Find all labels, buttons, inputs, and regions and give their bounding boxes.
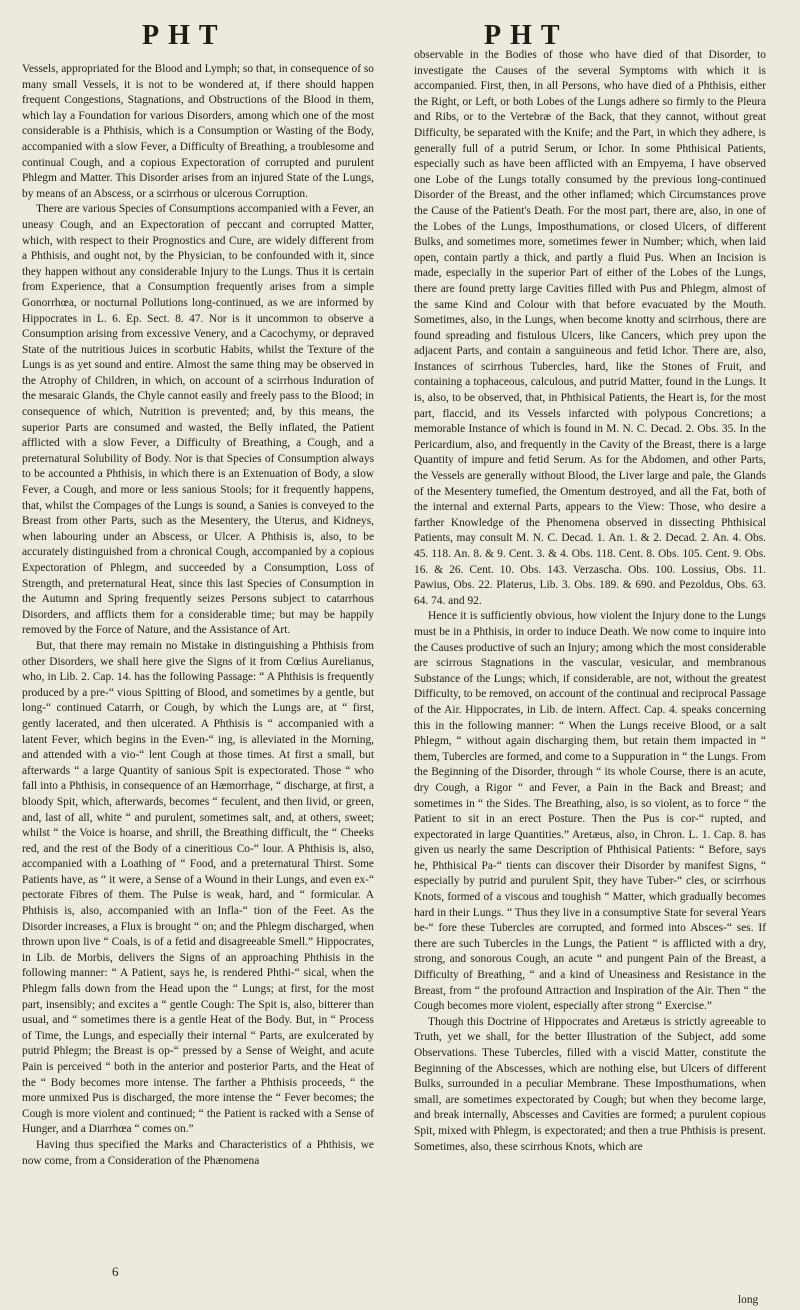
running-head-right: PHT (484, 20, 569, 51)
catchword: long (738, 1294, 759, 1306)
paragraph: Vessels, appropriated for the Blood and Lymph; so that, in consequence of so many small Vessels, it is not to be wondered at, if there should happen frequent Congestions, Stagnations, and Obstructions of the Blood in them, which lay a Foundation for various Disorders, among which one of the most considerable is a Phthisis, which is a Consumption or Wasting of the Body, accompanied with a slow Fever, a Difficulty of Breathing, a troublesome and continual Cough, and a copious Expectoration of corrupted and purulent Phlegm and Matter. This Disorder arises from an injured State of the Lungs, by means of an Abscess, or a scirrhous or ulcerous Corruption. (22, 63, 374, 200)
running-head-left: PHT (142, 20, 227, 51)
page-number: 6 (112, 1264, 119, 1279)
paragraph: Though this Doctrine of Hippocrates and Aretæus is strictly agreeable to Truth, yet we shall, for the better Illustration of the Subject, add some Observations. These Tubercles, filled with a viscid Matter, constitute the Beginning of the Abscesses, which are nothing else, but Ulcers of different Bulks, surrounded in a peculiar Membrane. These Imposthumations, when small, are sometimes expectorated by Cough; but when they become large, and break internally, Abscesses and Cavities are formed; a purulent copious Spit, mixed with Phlegm, is expectorated; and then a true Phthisis is present. Sometimes, also, these scirrhous Knots, which are (414, 1015, 766, 1153)
paragraph: Having thus specified the Marks and Characteristics of a Phthisis, we now come, from a Consideration of the Phænomena (22, 1138, 374, 1167)
right-column (414, 48, 766, 1155)
paragraph: But, that there may remain no Mistake in distinguishing a Phthisis from other Disorders, we shall here give the Signs of it from Cœlius Aurelianus, who, in Lib. 2. Cap. 14. has the following Passage: “ A Phthisis is frequently produced by a pre-“ vious Spitting of Blood, and sometimes by a gentle, but long-“ continued Catarrh, or Cough, by which the Lungs are, at “ first, gently lacerated, and then ulcerated. A Phthisis is “ accompanied with a latent Fever, which begins in the Even-“ ing, is alleviated in the Morning, and attended with a vio-“ lent Cough at those times. At first a small, but afterwards “ a large Quantity of sanious Spit is expectorated. Those “ who fall into a Phthisis, in consequence of an Hæmorrhage, “ discharge, at first, a bloody Spit, which, afterwards, becomes “ feculent, and then livid, or green, and, last of all, white “ and purulent, sometimes salt, and, at others, sweet; whilst “ the Voice is hoarse, and shrill, the Breathing difficult, the “ Cheeks red, and the rest of the Body of a cineritious Co-“ lour. A Phthisis is, also, accompanied with a Loathing of “ Food, and a preternatural Thirst. Some Patients have, as “ it were, a Sense of a Wound in their Lungs, and even ex-“ pectorate Fibres of them. The Pulse is weak, hard, and “ formicular. A Phthisis is, also, accompanied with an Infla-“ tion of the Feet. As the Disorder increases, a Flux is brought “ on; and the Phlegm discharged, when thrown upon live “ Coals, is of a fetid and disagreeable Smell.” Hippocrates, in Lib. de Morbis, delivers the Signs of an approaching Phthisis in the following manner: “ A Patient, says he, is rendered Phthi-“ sical, when the Phlegm falls down from the Head upon the “ Lungs; at first, for the most part, insensibly; and excites a “ gentle Cough: The Spit is, also, bitterer than usual, and “ sometimes there is a gentle Heat of the Body. But, in “ Process of Time, the Lungs, and especially their internal “ Parts, are exulcerated by putrid Phlegm; the Breast is op-“ pressed by a Sense of Weight, and acute Pain is perceived “ both in the anterior and posterior Parts, and the Heat of the “ Body becomes more intense. The farther a Phthisis proceeds, “ the more unmixed Pus is discharged, the more intense the “ Fever becomes; the Cough is more violent and continued; “ the Patient is racked with a Sense of Hunger, and a Diarrhœa “ comes on.” (22, 639, 374, 1136)
paragraph: observable in the Bodies of those who have died of that Disorder, to investigate the Causes of the several Symptoms with which it is accompanied. First, then, in all Persons, who have died of a Phthisis, either the Right, or Left, or both Lobes of the Lungs adhere so firmly to the Pleura and Ribs, or to the Vertebræ of the Back, that they cannot, without great Difficulty, be separated with the Knife; and the Part, in which they adhere, is generally full of a putrid Serum, or Ichor. In some Phthisical Patients, especially such as have been afflicted with an Empyema, I have observed one Lobe of the Lungs totally consumed by the previous long-continued Disorder of the Breast, and the other inflamed; which Circumstances prove the Cause of the Patient's Death. For the most part, there are, also, in one of the Lobes of the Lungs, Imposthumations, or closed Ulcers, of different Bulks, and sometimes more, sometimes fewer in Number; which, when laid open, contain partly a thick, and partly a fluid Pus. When an Incision is made, especially in the superior Part of either of the Lobes of the Lungs, there are found pretty large Cavities filled with Pus and Phlegm, almost of the same Kind and Colour with that before evacuated by the Mouth. Sometimes, also, in the Lungs, when become knotty and scirrhous, there are found spreading and fistulous Ulcers, like Cancers, which prey upon the adjacent Parts, and contain a sanguineous and fetid Ichor. There are, also, Instances of scirrhous Tubercles, hard, like the Stones of Fruit, and containing a tophaceous, calculous, and putrid Matter, found in the Lungs. It is, also, to be observed, that, in Phthisical Patients, the Heart is, for the most part, flaccid, and its Vessels infarcted with polypous Concretions; a memorable Instance of which is found in M. N. C. Decad. 2. Obs. 35. In the Pericardium, also, and frequently in the Cavity of the Breast, there is a large Quantity of impure and fetid Serum. As for the Abdomen, and other Parts, the Vessels are generally without Blood, the Liver large and pale, the Glands of the Mesentery tumefied, the Omentum destroyed, and all the Fat, both of the internal and external Parts, appears to the View: Those, who desire a farther Knowledge of the Phenomena observed in dissecting Phthisical Patients, may consult M. N. C. Decad. 1. An. 1. & 2. Decad. 2. An. 4. Obs. 45. 118. An. 8. & 9. Cent. 3. & 4. Obs. 118. Cent. 8. Obs. 105. Cent. 9. Obs. 16. & 26. Cent. 10. Obs. 143. Verzascha. Obs. 100. Lossius, Obs. 11. Pawius, Obs. 22. Platerus, Lib. 3. Obs. 189. & 690. and Pezoldus, Obs. 63. 64. 74. and 92. (414, 49, 766, 607)
paragraph: Hence it is sufficiently obvious, how violent the Injury done to the Lungs must be in a Phthisis, in order to induce Death. We now come to inquire into the Causes productive of such an Injury; among which the most considerable are scirrous Stagnations in the vascular, vesicular, and membranous Substance of the Lungs; which, if considerable, are not, without the greatest Difficulty, to be removed, on account of the continual and reciprocal Passage of the Air. Hippocrates, in Lib. de intern. Affect. Cap. 4. speaks concerning this in the following manner: “ When the Lungs receive Blood, or a salt Phlegm, “ without again discharging them, but retain them impacted in “ them, Tubercles are formed, and come to a Suppuration in “ the Lungs. From the Beginning of the Disorder, through “ its whole Course, there is an acute, dry Cough, a Rigor “ and Fever, a Pain in the Back and Breast; and sometimes in “ the Sides. The Breathing, also, is so violent, as to force “ the Patient to sit in an erect Posture. Then the Pus is cor-“ rupted, and expectorated in large Quantities.” Aretæus, also, in Chron. L. 1. Cap. 8. has given us nearly the same Description of Phthisical Patients: “ Before, says he, Phthisical Pa-“ tients can discover their Disorder by manifest Signs, “ especially by putrid and purulent Spit, they have Tuber-“ cles, or scirrhous Knots, formed of a viscous and toughish “ Matter, which gradually becomes hard in their Lungs. “ Thus they live in a consumptive State for several Years be-“ fore these Tubercles are corrupted, and formed into Absces-“ ses. If there are such Tubercles in the Lungs, the Patient “ is afflicted with a dry, strong, and sonorous Cough, an acute “ and pungent Pain of the Breast, a Difficulty of Breathing, “ and a kind of Uneasiness and Resistance in the Breast, from “ the profound Attraction and Inspiration of the Air. Then “ the Cough becomes more violent, especially after strong “ Exercise.” (414, 610, 766, 1013)
left-column (22, 62, 374, 1169)
paragraph: There are various Species of Consumptions accompanied with a Fever, an uneasy Cough, and an Expectoration of peccant and corrupted Matter, which, with respect to their Prognostics and Cure, are widely different from a Phthisis, and ought not, by the Physician, to be confounded with it, since they happen without any considerable Injury to the Lungs. Thus it is certain from Experience, that a Consumption frequently arises from a simple Gonorrhœa, or nocturnal Pollutions long-continued, as we are informed by Hippocrates in L. 6. Ep. Sect. 8. 47. Nor is it uncommon to observe a Consumption arising from excessive Venery, and a Cacochymy, or depraved State of the nutritious Juices in scorbutic Habits, whilst the Texture of the Lungs is as yet sound and entire. Almost the same thing may be observed in the Atrophy of Children, in which, on account of a scirrhous Induration of the mesaraic Glands, the Chyle cannot easily and freely pass to the Blood; in consequence of which, Nutrition is prevented; and, by this means, the superior Parts are consumed and wasted, the Belly inflated, the Patient afflicted with a slow Fever, a Difficulty of Breathing, a Cough, and a preternatural Solubility of Body. Nor is that Species of Consumption always to be accounted a Phthisis, in which there is an Extenuation of Body, a slow Fever, a Cough, and more or less sanious Stools; for it frequently happens, that, whilst the Compages of the Lungs is sound, a Sanies is conveyed to the Breast from other Parts, such as the Mesentery, the Uterus, and Kidneys, when labouring under an Abscess, or Ulcer. A Phthisis is, also, to be accurately distinguished from a chronical Cough, accompanied by a copious Expectoration of Phlegm, and succeeded by a Consumption, Loss of Strength, and preternatural Heat, since this last Species of Consumption in the Autumn and Spring frequently seizes Persons subject to catarrhous Disorders, and afflicts them for a considerable time; but may be happily removed by the Force of Nature, and the Assistance of Art. (22, 203, 374, 637)
